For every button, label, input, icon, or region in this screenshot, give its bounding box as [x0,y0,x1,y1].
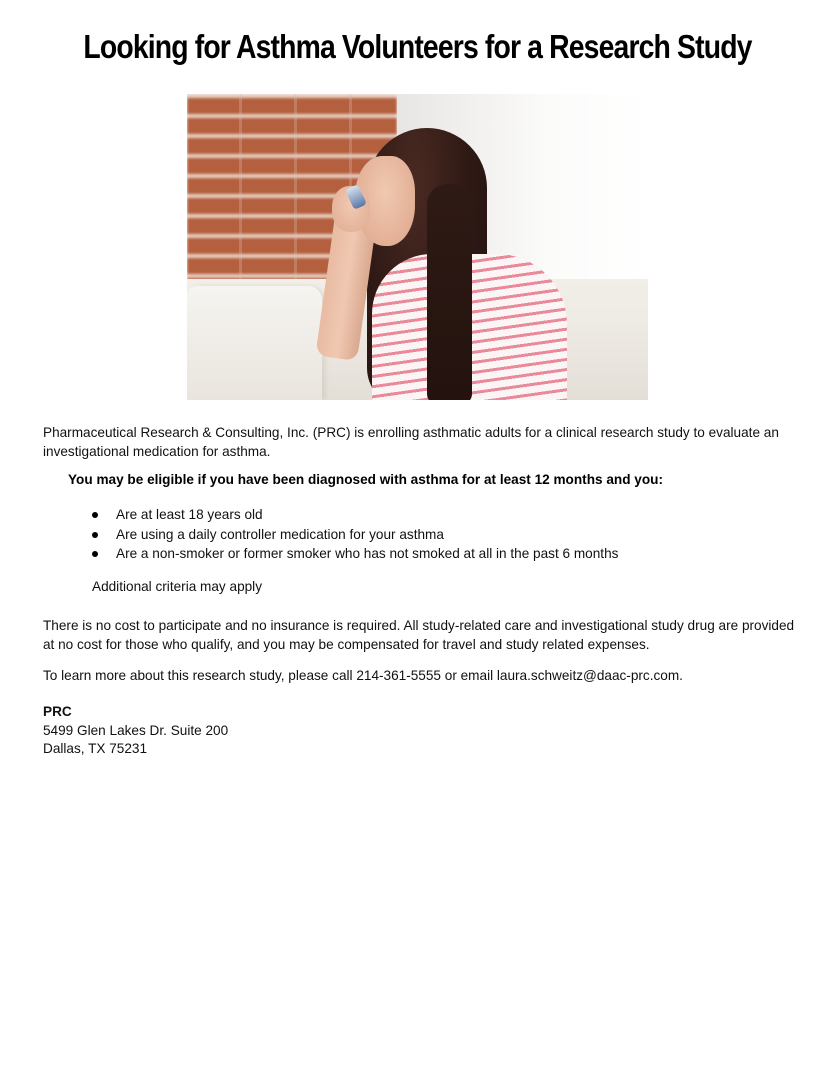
email-address: laura.schweitz@daac-prc.com [496,668,680,683]
bullet-icon [92,551,98,557]
hair-front [427,184,472,400]
list-item [92,525,618,545]
criteria-text: Are using a daily controller medication for your asthma [116,526,444,542]
list-item [92,505,618,525]
criteria-text: Are a non-smoker or former smoker who has not smoked at all in the past 6 months [116,546,619,561]
address-line-1: 5499 Glen Lakes Dr. Suite 200 [43,722,229,738]
phone-number: 214-361-5555 [356,668,441,683]
contact-text: or email [440,668,497,683]
bullet-icon [92,532,98,538]
contact-text: . [679,668,683,683]
eligibility-heading: You may be eligible if you have been diagnosed with asthma for at least 12 months and you: [68,472,663,487]
address-line-2: Dallas, TX 75231 [43,741,148,756]
contact-paragraph [43,666,803,685]
eligibility-criteria-list [92,505,618,564]
page-title: Looking for Asthma Volunteers for a Research Study [83,28,752,65]
criteria-text: Are at least 18 years old [116,507,263,522]
sofa-cushion [187,286,322,400]
intro-paragraph: Pharmaceutical Research & Consulting, Inc. (PRC) is enrolling asthmatic adults for a clinical research study to evaluate an investigational medication for asthma. [43,425,779,459]
contact-text: To learn more about this research study, please call [43,668,357,683]
additional-criteria-note: Additional criteria may apply [92,579,263,594]
organization-name: PRC [43,704,72,719]
hero-photo-woman-using-inhaler [187,94,648,400]
cost-paragraph: There is no cost to participate and no insurance is required. All study-related care and investigational study drug are provided at no cost for those who qualify, and you may be compensated for travel and study related expenses. [43,618,795,652]
list-item [92,544,618,564]
address-block [43,703,228,759]
bullet-icon [92,512,98,518]
